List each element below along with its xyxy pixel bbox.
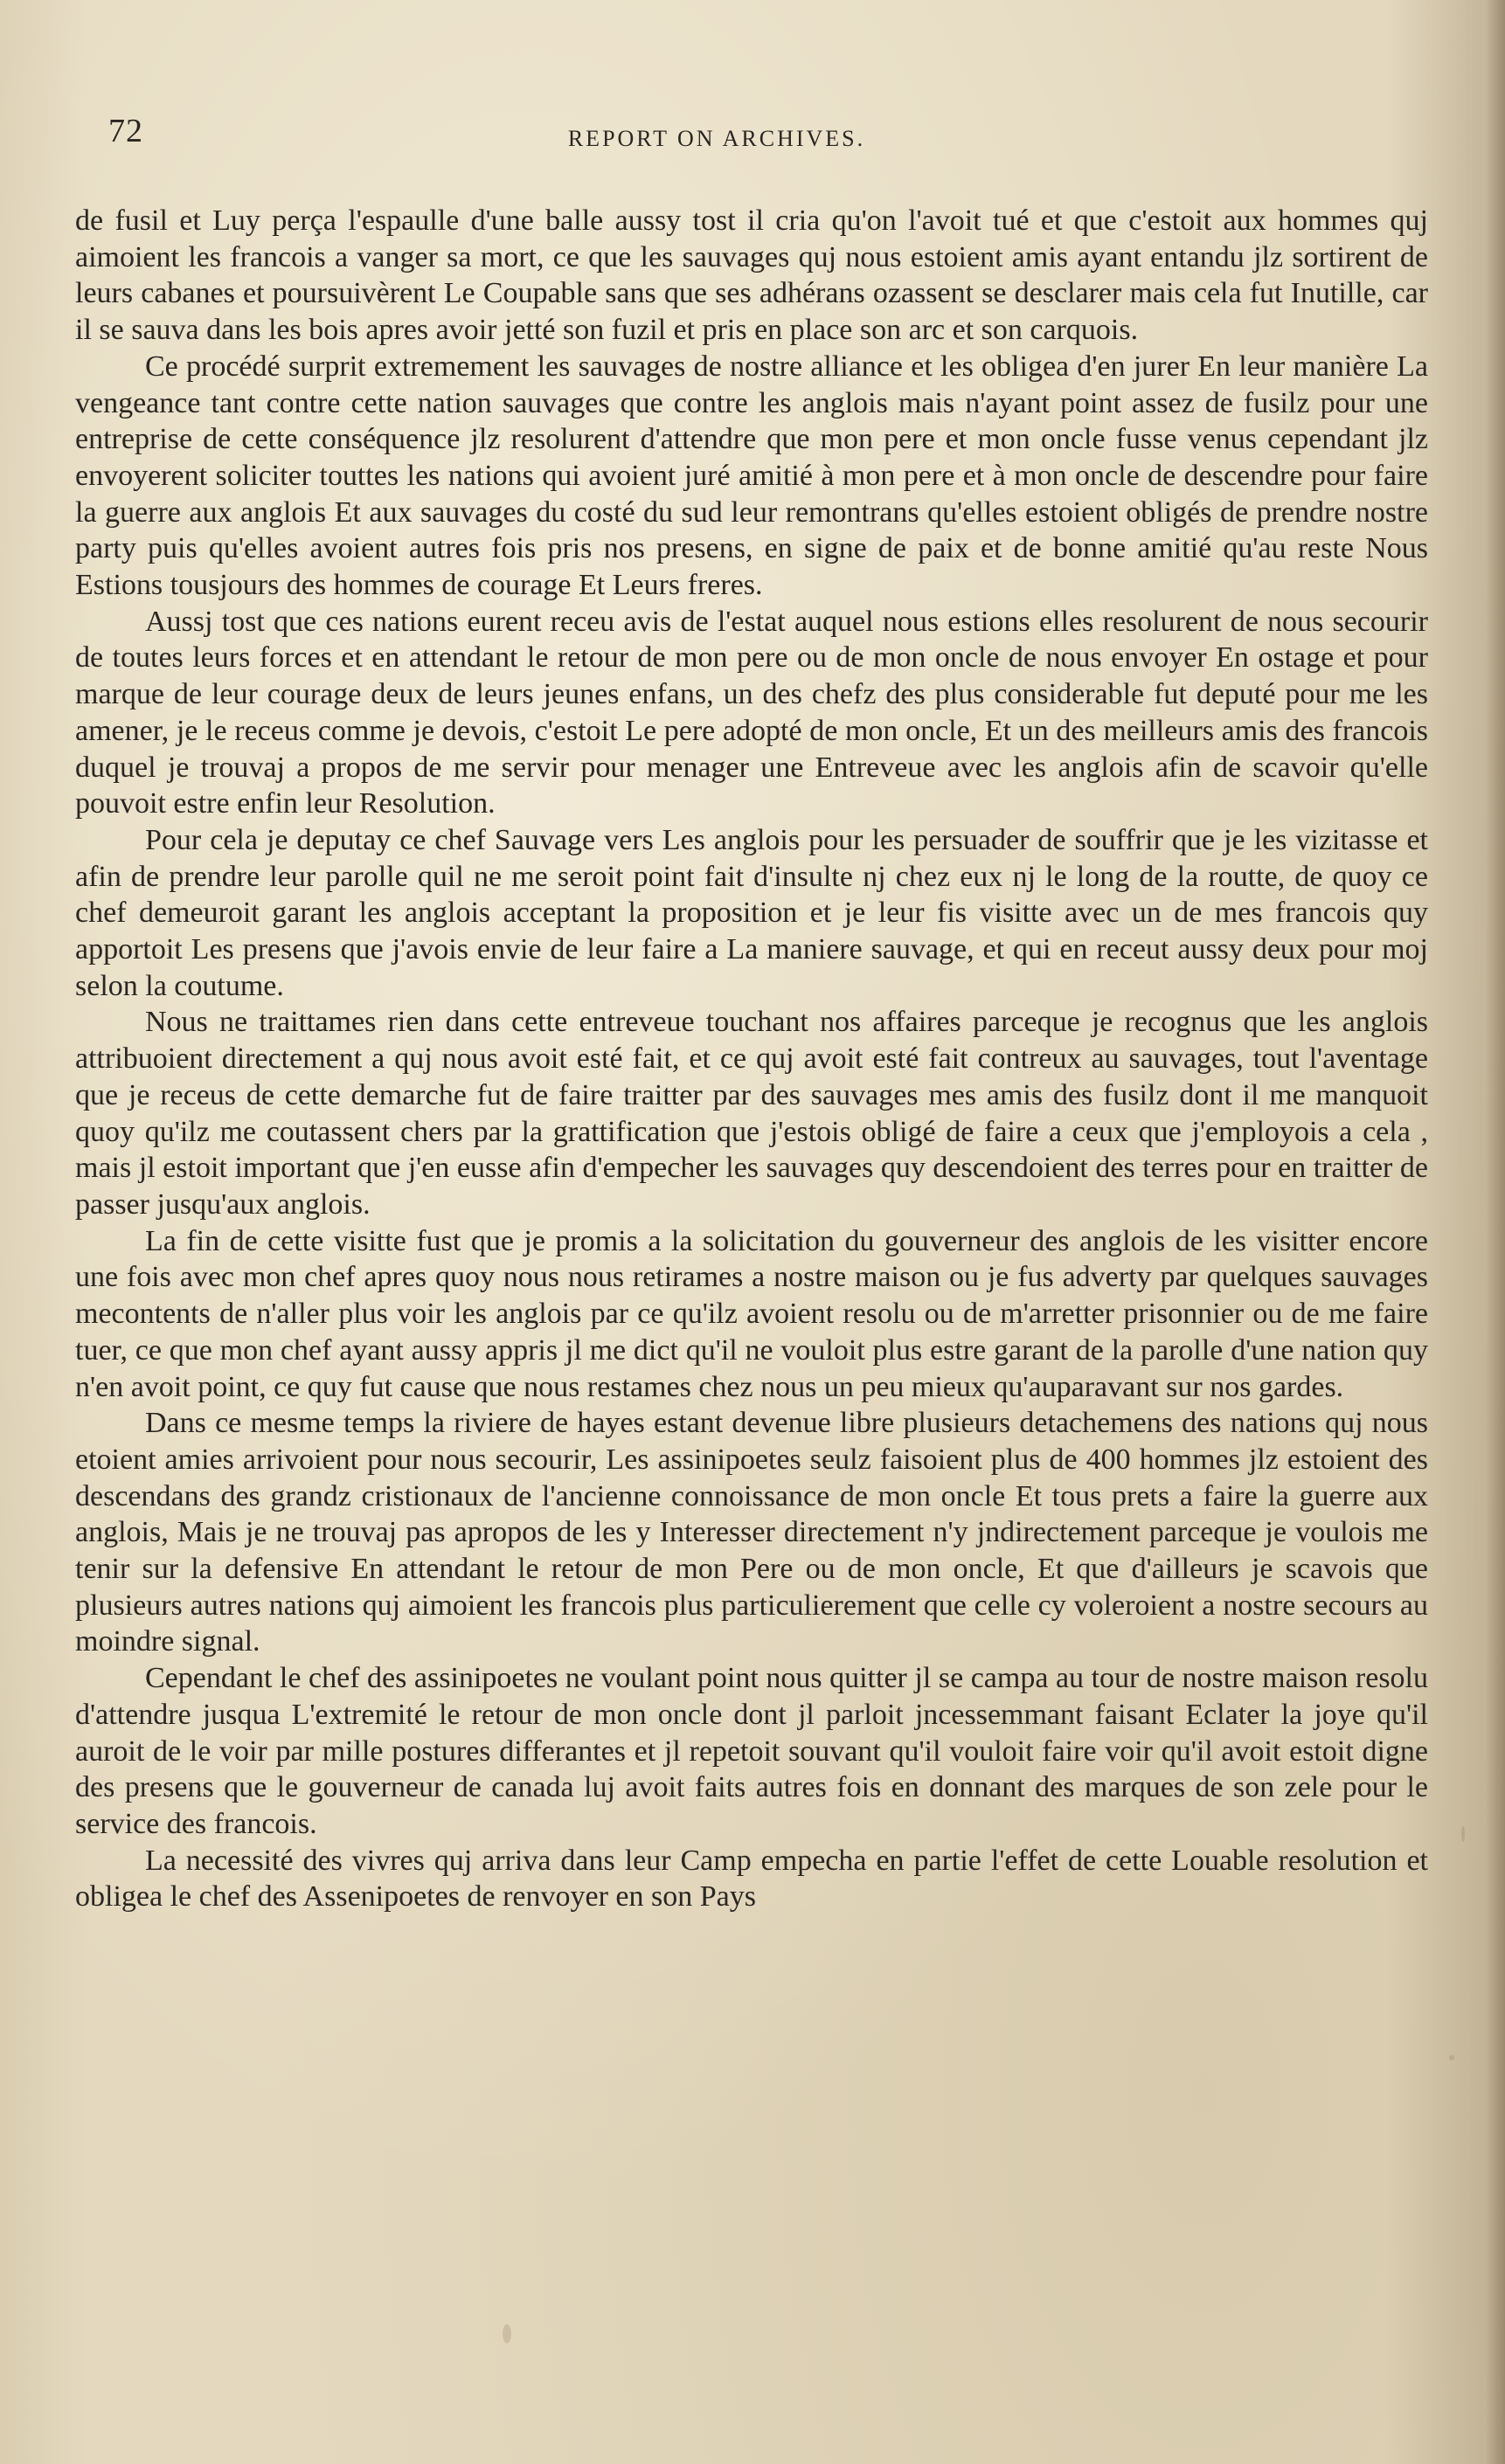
page-header xyxy=(105,112,1433,164)
paper-stain xyxy=(1461,1826,1465,1842)
paragraph: Ce procédé surprit extremement les sauvages de nostre alliance et les obligea d'en jurer En leur manière La vengeance tant contre cette nation sauvages que contre les anglois mais n'ayant point assez de fusilz pour une entreprise de cette conséquence jlz resolurent d'attendre que mon pere et mon oncle fusse venus cependant jlz envoyerent soliciter touttes les nations qui avoient juré amitié à mon pere et à mon oncle de descendre pour faire la guerre aux anglois Et aux sauvages du costé du sud leur remontrans qu'elles estoient obligés de prendre nostre party puis qu'elles avoient autres fois pris nos presens, en signe de paix et de bonne amitié qu'au reste Nous Estions tousjours des hommes de courage Et Leurs freres. xyxy=(75,350,1428,602)
page-edge-shadow xyxy=(1486,0,1505,2464)
paragraph: Pour cela je deputay ce chef Sauvage vers Les anglois pour les persuader de souffrir que je les vizitasse et afin de prendre leur parolle quil ne me seroit point fait d'insulte nj chez eux nj le long de la routte, de quoy ce chef demeuroit garant les anglois acceptant la proposition et je leur fis visitte avec un de mes francois quy apportoit Les presens que j'avois envie de leur faire a La maniere sauvage, et qui en receut aussy deux pour moj selon la coutume. xyxy=(75,823,1428,1002)
paper-stain xyxy=(503,2324,511,2343)
paragraph: Dans ce mesme temps la riviere de hayes estant devenue libre plusieurs detachemens des nations quj nous etoient amies arrivoient pour nous secourir, Les assinipoetes seulz faisoient plus de 400 hommes jlz estoient des descendans des grandz cristionaux de l'ancienne connoissance de mon oncle Et tous prets a faire la guerre aux anglois, Mais je ne trouvaj pas apropos de les y Interesser directement n'y jndirectement parceque je voulois me tenir sur la defensive En attendant le retour de mon Pere ou de mon oncle, Et que d'ailleurs je scavois que plusieurs autres nations quj aimoient les francois plus particulierement que celle cy voleroient a nostre secours au moindre signal. xyxy=(75,1407,1428,1658)
body-text xyxy=(75,203,1428,1915)
paragraph: Nous ne traittames rien dans cette entreveue touchant nos affaires parceque je recognus que les anglois attribuoient directement a quj nous avoit esté fait, et ce quj avoit esté fait contreux au sauvages, tout l'aventage que je receus de cette demarche fut de faire traitter par des sauvages mes amis des fusilz dont il me manquoit quoy qu'ilz me coutassent chers par la grattification que j'estois obligé de faire a ceux que j'employois a cela , mais jl estoit important que j'en eusse afin d'empecher les sauvages quy descendoient des terres pour en traitter de passer jusqu'aux anglois. xyxy=(75,1006,1428,1221)
page-number: 72 xyxy=(108,113,143,149)
paragraph: La necessité des vivres quj arriva dans leur Camp empecha en partie l'effet de cette Louable resolution et obligea le chef des Assenipoetes de renvoyer en son Pays xyxy=(75,1844,1428,1914)
paper-stain xyxy=(1449,2055,1454,2060)
paragraph: La fin de cette visitte fust que je promis a la solicitation du gouverneur des anglois de les visitter encore une fois avec mon chef apres quoy nous nous retirames a nostre maison ou je fus adverty par quelques sauvages mecontents de n'aller plus voir les anglois par ce qu'ilz avoient resolu ou de m'arretter prisonnier ou de me faire tuer, ce que mon chef ayant aussy appris jl me dict qu'il ne vouloit plus estre garant de la parolle d'une nation quy n'en avoit point, ce quy fut cause que nous restames chez nous un peu mieux qu'auparavant sur nos gardes. xyxy=(75,1224,1428,1403)
paragraph: de fusil et Luy perça l'espaulle d'une balle aussy tost il cria qu'on l'avoit tué et que c'estoit aux hommes quj aimoient les francois a vanger sa mort, ce que les sauvages quj nous estoient amis ayant entandu jlz sortirent de leurs cabanes et poursuivèrent Le Coupable sans que ses adhérans ozassent se desclarer mais cela fut Inutille, car il se sauva dans les bois apres avoir jetté son fuzil et pris en place son arc et son carquois. xyxy=(75,204,1428,347)
running-head: REPORT ON ARCHIVES. xyxy=(567,126,866,151)
paragraph: Cependant le chef des assinipoetes ne voulant point nous quitter jl se campa au tour de nostre maison resolu d'attendre jusqua L'extremité le retour de mon oncle dont jl parloit jncessemmant faisant Eclater la joye qu'il auroit de le voir par mille postures differantes et jl repetoit souvant qu'il vouloit faire voir qu'il avoit estoit digne des presens que le gouverneur de canada luj avoit faits autres fois en donnant des marques de son zele pour le service des francois. xyxy=(75,1662,1428,1840)
paragraph: Aussj tost que ces nations eurent receu avis de l'estat auquel nous estions elles resolurent de nous secourir de toutes leurs forces et en attendant le retour de mon pere ou de mon oncle de nous envoyer En ostage et pour marque de leur courage deux de leurs jeunes enfans, un des chefz des plus considerable fut deputé pour me les amener, je le receus comme je devois, c'estoit Le pere adopté de mon oncle, Et un des meilleurs amis des francois duquel je trouvaj a propos de me servir pour menager une Entreveue avec les anglois afin de scavoir qu'elle pouvoit estre enfin leur Resolution. xyxy=(75,605,1428,820)
